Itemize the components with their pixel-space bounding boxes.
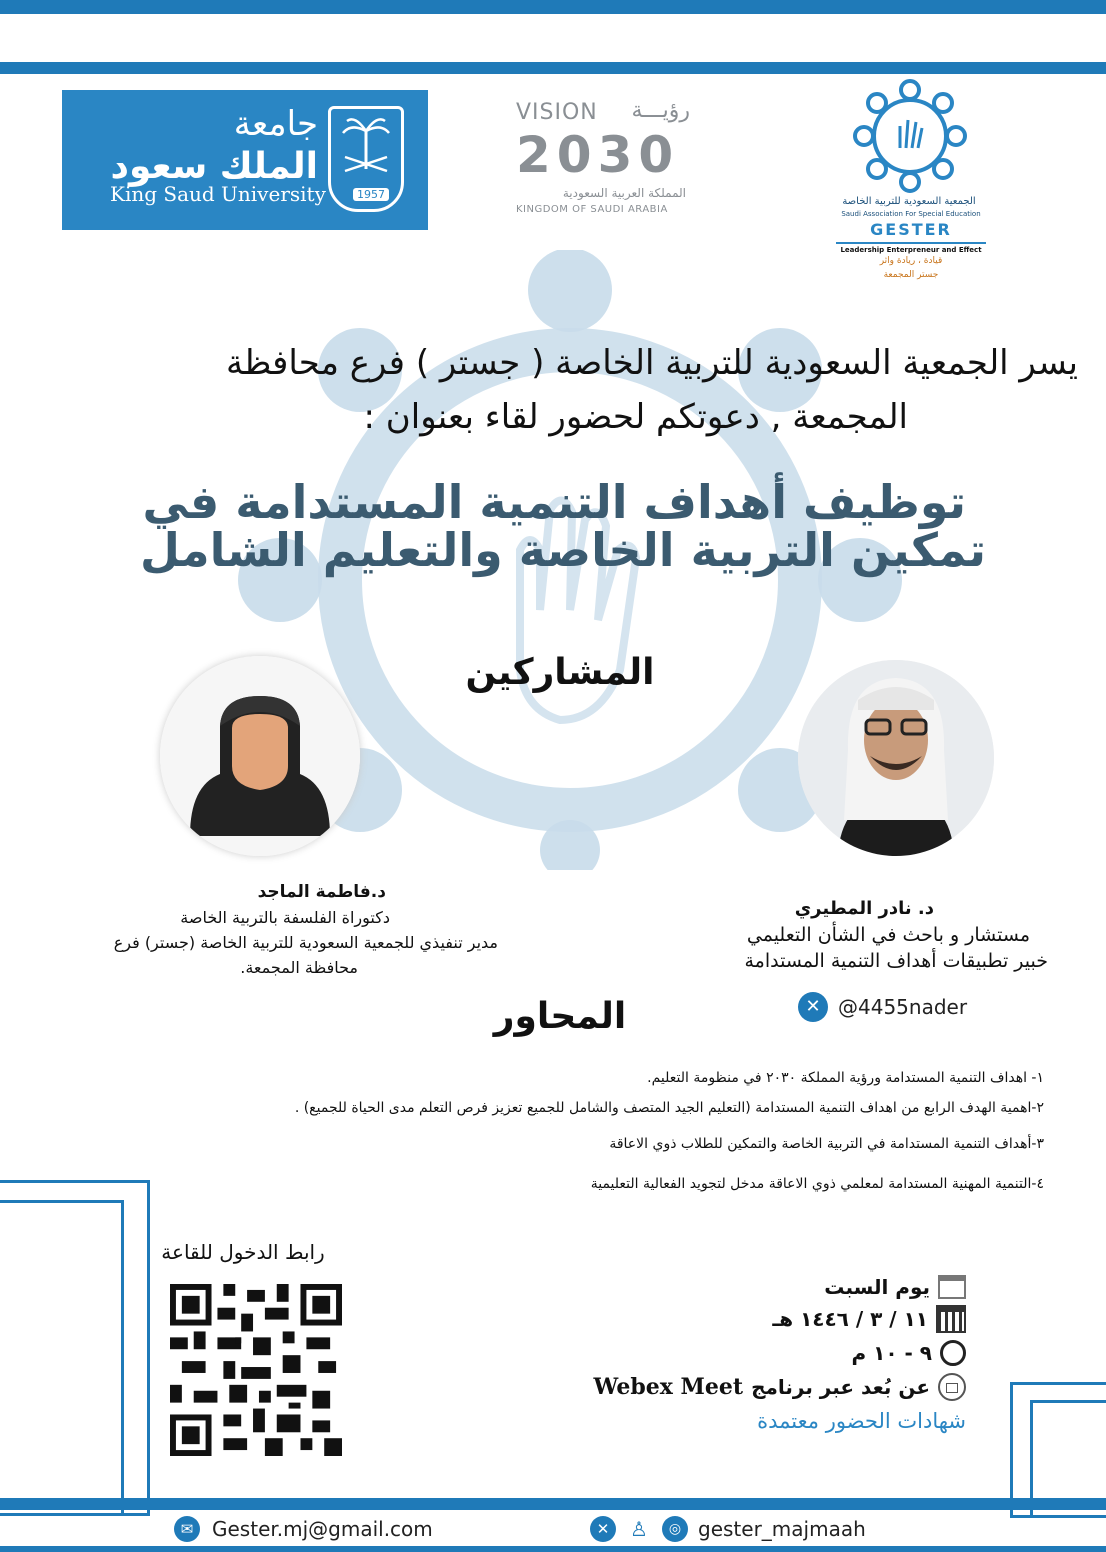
event-platform-row xyxy=(546,1370,966,1404)
invitation-text xyxy=(28,336,1078,444)
invitation-line1: يسر الجمعية السعودية للتربية الخاصة ( جستر ) فرع محافظة xyxy=(226,343,1078,383)
video-camera-icon xyxy=(938,1373,966,1401)
gester-emblem-icon xyxy=(850,78,970,194)
event-time: ٩ - ١٠ م xyxy=(851,1341,932,1365)
axis-item-3: ٣-أهداف التنمية المستدامة في التربية الخاصة والتمكين للطلاب ذوي الاعاقة xyxy=(609,1136,1044,1152)
qr-code[interactable] xyxy=(170,1284,342,1456)
calendar-icon xyxy=(938,1275,966,1299)
event-title xyxy=(86,475,986,577)
event-platform-prefix: عن بُعد عبر برنامج xyxy=(751,1375,930,1399)
invitation-line2: المجمعة , دعوتكم لحضور لقاء بعنوان : xyxy=(363,397,908,437)
gester-tagline-en: Leadership Enterpreneur and Effect xyxy=(840,246,982,254)
top-bar-thin xyxy=(0,0,1106,14)
event-date: ١١ / ٣ / ١٤٤٦ هـ xyxy=(772,1307,928,1331)
snapchat-icon: ♙ xyxy=(630,1517,648,1541)
participant-1-handle[interactable] xyxy=(798,992,967,1022)
event-date-row xyxy=(546,1302,966,1336)
palm-shield-icon xyxy=(328,106,404,212)
top-bar xyxy=(0,62,1106,74)
vision-year: 2030 xyxy=(516,126,680,184)
vision-arabic: رؤيـــة xyxy=(631,98,690,123)
ksu-arabic-line1: جامعة xyxy=(233,104,318,144)
left-frame-inner xyxy=(0,1200,124,1516)
social-handle: gester_majmaah xyxy=(698,1517,866,1541)
x-social-icon: ✕ xyxy=(590,1516,616,1542)
title-line2: تمكين التربية الخاصة والتعليم الشامل xyxy=(140,523,986,577)
instagram-icon: ◎ xyxy=(662,1516,688,1542)
participant-1-photo xyxy=(798,660,994,856)
footer-social[interactable] xyxy=(590,1516,866,1542)
calendar-date-icon xyxy=(936,1305,966,1333)
qr-code-icon xyxy=(170,1284,342,1456)
participant-1-handle-text: @4455nader xyxy=(838,995,968,1019)
ksu-year: 1957 xyxy=(353,188,389,201)
vision-country-en: KINGDOM OF SAUDI ARABIA xyxy=(516,204,668,215)
email-icon: ✉ xyxy=(174,1516,200,1542)
ksu-arabic-line2: الملك سعود xyxy=(110,146,318,187)
axis-item-4: ٤-التنمية المهنية المستدامة لمعلمي ذوي الاعاقة مدخل لتجويد الفعالية التعليمية xyxy=(590,1176,1044,1192)
event-day: يوم السبت xyxy=(824,1275,930,1299)
participant-1-role1: مستشار و باحث في الشأن التعليمي xyxy=(746,924,1030,946)
vision-2030-logo xyxy=(516,100,696,220)
participant-1-role2: خبير تطبيقات أهداف التنمية المستدامة xyxy=(744,950,1048,972)
x-logo-icon: ✕ xyxy=(798,992,828,1022)
email-text: Gester.mj@gmail.com xyxy=(212,1517,433,1541)
vision-country-ar: المملكة العربية السعودية xyxy=(562,186,686,200)
gester-tagline-ar: قيادة ، ريادة واثر xyxy=(879,256,943,266)
axes-list xyxy=(44,1070,1044,1192)
event-platform: Webex Meet xyxy=(593,1374,744,1400)
bottom-bar-thin xyxy=(0,1546,1106,1552)
participant-2-info xyxy=(28,880,498,980)
participant-2-name: د.فاطمة الماجد xyxy=(257,882,386,902)
footer-email[interactable] xyxy=(174,1516,433,1542)
event-time-row xyxy=(546,1336,966,1370)
participants-heading: المشاركين xyxy=(465,652,655,693)
right-frame-inner xyxy=(1030,1400,1106,1518)
participant-2-role1: دكتوراة الفلسفة بالتربية الخاصة xyxy=(180,908,390,927)
title-line1: توظيف أهداف التنمية المستدامة في xyxy=(142,475,966,529)
event-details xyxy=(546,1272,966,1438)
gester-logo xyxy=(836,78,986,288)
axis-item-1: ١- اهداف التنمية المستدامة ورؤية المملكة ٢٠٣٠ في منظومة التعليم. xyxy=(647,1070,1044,1086)
gester-name-ar: الجمعية السعودية للتربية الخاصة xyxy=(842,196,976,207)
event-certificates: شهادات الحضور معتمدة xyxy=(757,1409,966,1433)
axes-heading: المحاور xyxy=(493,996,627,1037)
gester-name-en: Saudi Association For Special Education xyxy=(841,210,981,218)
alarm-clock-icon xyxy=(940,1340,966,1366)
gester-brand: GESTER xyxy=(870,220,952,239)
vision-english: VISION xyxy=(516,100,598,125)
gester-divider xyxy=(836,242,986,244)
bottom-bar xyxy=(0,1498,1106,1510)
participant-2-role2: مدير تنفيذي للجمعية السعودية للتربية الخاصة (جستر) فرع xyxy=(113,933,498,952)
ksu-english-name: King Saud University xyxy=(110,182,326,206)
participant-1-info xyxy=(628,896,1048,974)
participant-1-name: د. نادر المطيري xyxy=(794,898,934,919)
axis-item-2: ٢-اهمية الهدف الرابع من اهداف التنمية المستدامة (التعليم الجيد المتصف والشامل للجميع تعزيز فرص التعلم مدى الحياة للجميع) . xyxy=(294,1100,1044,1116)
participant-2-role3: محافظة المجمعة. xyxy=(240,958,358,977)
participant-2-photo xyxy=(160,656,360,856)
event-day-row xyxy=(546,1272,966,1302)
qr-label: رابط الدخول للقاعة xyxy=(161,1240,325,1264)
gester-branch: جستر المجمعة xyxy=(883,270,939,280)
ksu-logo xyxy=(62,90,428,230)
